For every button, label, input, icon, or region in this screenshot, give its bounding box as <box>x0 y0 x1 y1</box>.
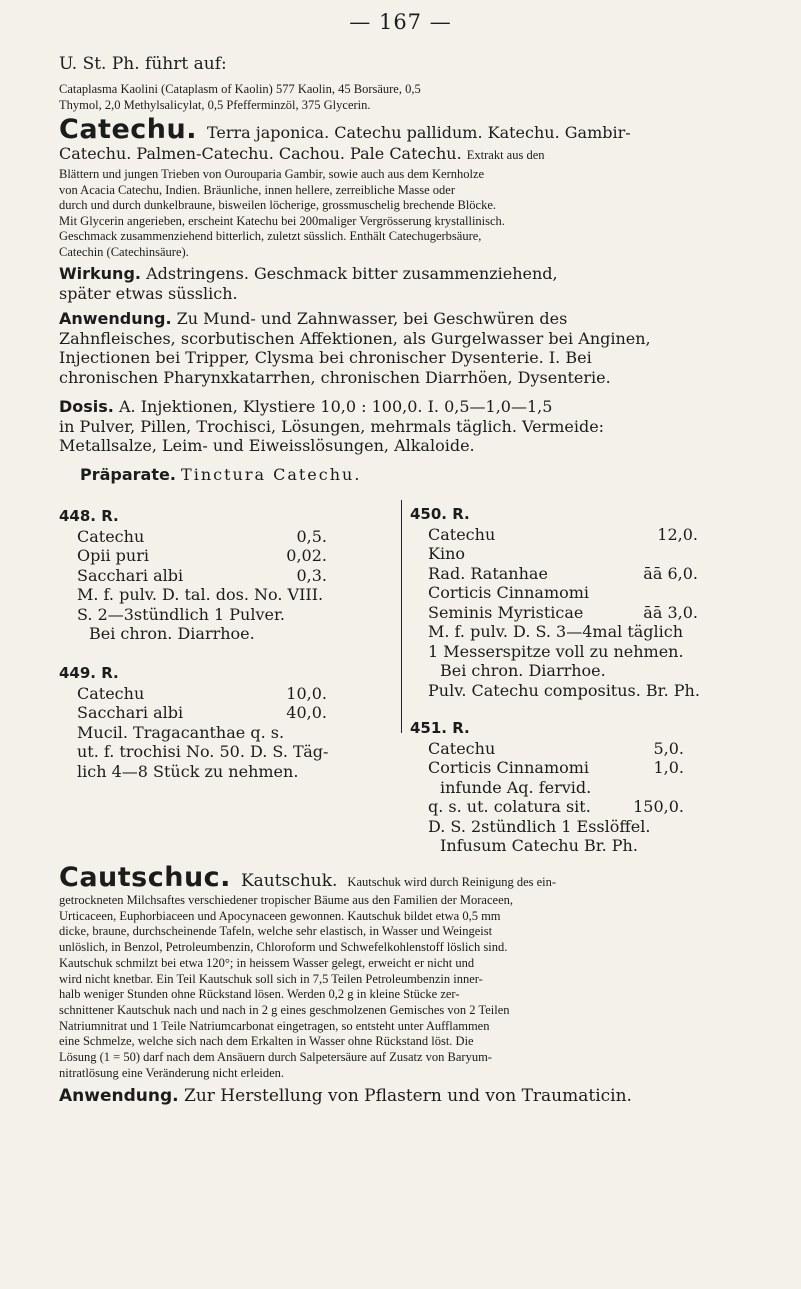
wirkung-text: Adstringens. Geschmack bitter zusammenziehend, <box>146 264 558 283</box>
intro-text <box>59 82 759 113</box>
intro-line: Thymol, 2,0 Methylsalicylat, 0,5 Pfefferminzöl, 375 Glycerin. <box>59 97 371 112</box>
dosis-label: Dosis. <box>59 397 114 416</box>
rx-ingredient: q. s. ut. colatura sit. <box>428 797 591 816</box>
rx-signature: Mucil. Tragacanthae q. s. <box>77 722 285 742</box>
rx-signature: S. 2—3stündlich 1 Pulver. <box>77 604 285 624</box>
rx-signature: ut. f. trochisi No. 50. D. S. Täg- <box>77 742 329 761</box>
catechu-wirkung <box>59 264 769 303</box>
rx-source: Infusum Catechu Br. Ph. <box>440 836 638 855</box>
anwendung-text: Zur Herstellung von Pflastern und von Traumaticin. <box>184 1086 632 1106</box>
rx-amount: 12,0. <box>657 524 698 544</box>
rx-ingredient: Catechu <box>77 683 145 703</box>
catechu-dosis <box>59 397 769 456</box>
rx-number: 450. R. <box>410 505 470 523</box>
prescription-451 <box>410 719 750 856</box>
rx-ingredient: Seminis Myristicae <box>428 602 584 622</box>
desc-line: dicke, braune, durchscheinende Tafeln, welche sehr elastisch, in Wasser und Weingeist <box>59 924 493 939</box>
rx-signature: D. S. 2stündlich 1 Esslöffel. <box>428 816 651 836</box>
prescription-448 <box>59 507 389 644</box>
anwendung-text: Zu Mund- und Zahnwasser, bei Geschwüren des <box>176 309 568 328</box>
catechu-praeparate <box>80 465 361 485</box>
desc-line: halb weniger Stunden ohne Rückstand lösen. Werden 0,2 g in kleine Stücke zer- <box>59 987 460 1002</box>
anwendung-line: chronischen Pharynxkatarrhen, chronischen Diarrhöen, Dysenterie. <box>59 367 611 387</box>
catechu-title: Catechu. <box>59 114 197 145</box>
desc-line: Geschmack zusammenziehend bitterlich, zuletzt süsslich. Enthält Catechugerbsäure, <box>59 229 482 243</box>
rx-number: 451. R. <box>410 719 470 737</box>
rx-ingredient: Sacchari albi <box>77 703 184 722</box>
anwendung-line: Injectionen bei Tripper, Clysma bei chronischer Dysenterie. I. Bei <box>59 348 592 367</box>
anwendung-label: Anwendung. <box>59 309 172 328</box>
anwendung-label: Anwendung. <box>59 1086 179 1106</box>
rx-source: Pulv. Catechu compositus. Br. Ph. <box>428 680 700 700</box>
dosis-text: A. Injektionen, Klystiere 10,0 : 100,0. I. 0,5—1,0—1,5 <box>118 397 553 416</box>
rx-amount: āā 6,0. <box>643 563 698 583</box>
desc-line: Mit Glycerin angerieben, erscheint Katechu bei 200maliger Vergrösserung krystallinisch. <box>59 213 505 228</box>
cautschuc-subtitle: Kautschuk. <box>240 871 338 891</box>
desc-line: Kautschuk schmilzt bei etwa 120°; in heissem Wasser gelegt, erweicht er nicht und <box>59 955 475 970</box>
anwendung-line: Zahnfleisches, scorbutischen Affektionen, als Gurgelwasser bei Anginen, <box>59 328 651 348</box>
desc-line: Lösung (1 = 50) darf nach dem Ansäuern durch Salpetersäure auf Zusatz von Baryum- <box>59 1050 492 1065</box>
desc-line: Natriumnitrat und 1 Teile Natriumcarbonat eingetragen, so entsteht unter Aufflammen <box>59 1018 490 1033</box>
rx-ingredient: Opii puri <box>77 546 149 565</box>
cautschuc-title: Cautschuc. <box>59 862 231 893</box>
rx-ingredient: Sacchari albi <box>77 565 184 585</box>
catechu-anwendung <box>59 309 769 387</box>
rx-ingredient: Catechu <box>428 524 496 544</box>
rx-signature: lich 4—8 Stück zu nehmen. <box>77 761 299 781</box>
rx-ingredient: Catechu <box>77 526 145 546</box>
prescription-449 <box>59 664 389 781</box>
page-number: — 167 — <box>349 10 452 34</box>
prescription-450 <box>410 505 750 700</box>
desc-line: unlöslich, in Benzol, Petroleumbenzin, Chloroform und Schwefelkohlenstoff löslich sind. <box>59 940 508 955</box>
dosis-line: Metallsalze, Leim- und Eiweisslösungen, Alkaloide. <box>59 436 475 455</box>
wirkung-label: Wirkung. <box>59 264 141 283</box>
rx-signature: M. f. pulv. D. tal. dos. No. VIII. <box>77 585 324 604</box>
rx-signature: 1 Messerspitze voll zu nehmen. <box>428 641 684 661</box>
rx-ingredient: Rad. Ratanhae <box>428 563 548 583</box>
desc-line: wird nicht knetbar. Ein Teil Kautschuk soll sich in 7,5 Teilen Petroleumbenzin inner- <box>59 971 483 986</box>
rx-amount: 5,0. <box>653 738 684 758</box>
cautschuc-anwendung <box>59 1087 779 1107</box>
desc-line: Urticaceen, Euphorbiaceen und Apocynaceen gewonnen. Kautschuk bildet etwa 0,5 mm <box>59 908 501 923</box>
intro-heading: U. St. Ph. führt auf: <box>59 54 227 74</box>
rx-note: Bei chron. Diarrhoe. <box>89 624 255 643</box>
desc-line: Blättern und jungen Trieben von Ourouparia Gambir, sowie auch aus dem Kernholze <box>59 167 485 181</box>
rx-number: 448. R. <box>59 507 119 525</box>
catechu-description <box>59 167 769 260</box>
desc-line: durch und durch dunkelbraune, bisweilen löcherige, grossmuschelig brechende Blöcke. <box>59 198 497 212</box>
rx-note: Bei chron. Diarrhoe. <box>440 661 606 680</box>
rx-ingredient: Corticis Cinnamomi <box>428 583 590 602</box>
desc-line: getrockneten Milchsaftes verschiedener tropischer Bäume aus den Familien der Moraceen, <box>59 893 513 907</box>
desc-line: schnittener Kautschuk nach und nach in 2 g eines geschmolzenen Gemisches von 2 Teilen <box>59 1002 510 1017</box>
dosis-line: in Pulver, Pillen, Trochisci, Lösungen, mehrmals täglich. Vermeide: <box>59 416 605 436</box>
rx-amount: 1,0. <box>653 758 684 777</box>
rx-amount: 0,02. <box>286 546 327 565</box>
rx-signature: M. f. pulv. D. S. 3—4mal täglich <box>428 622 684 641</box>
desc-line: nitratlösung eine Veränderung nicht erleiden. <box>59 1065 285 1080</box>
rx-ingredient: Corticis Cinnamomi <box>428 758 590 777</box>
praeparate-text: Tinctura Catechu. <box>181 465 362 484</box>
rx-amount: 10,0. <box>286 683 327 703</box>
rx-amount: 0,3. <box>296 565 327 585</box>
desc-line: von Acacia Catechu, Indien. Bräunliche, innen hellere, zerreibliche Masse oder <box>59 182 456 197</box>
catechu-synonyms-cont: Catechu. Palmen-Catechu. Cachou. Pale Catechu. <box>59 143 462 163</box>
rx-amount: 40,0. <box>286 703 327 722</box>
rx-signature: infunde Aq. fervid. <box>440 777 592 797</box>
rx-ingredient: Kino <box>428 544 466 563</box>
rx-amount: 150,0. <box>633 797 684 816</box>
desc-line: Catechin (Catechinsäure). <box>59 244 189 259</box>
desc-line: eine Schmelze, welche sich nach dem Erkalten in Wasser ohne Rückstand löst. Die <box>59 1034 474 1049</box>
wirkung-text-cont: später etwas süsslich. <box>59 283 238 303</box>
cautschuc-description <box>59 893 779 1081</box>
catechu-extract: Extrakt aus den <box>466 147 545 162</box>
praeparate-label: Präparate. <box>80 465 176 484</box>
intro-line: Cataplasma Kaolini (Cataplasm of Kaolin) 577 Kaolin, 45 Borsäure, 0,5 <box>59 82 421 96</box>
rx-amount: 0,5. <box>296 526 327 546</box>
rx-ingredient: Catechu <box>428 738 496 758</box>
rx-amount: āā 3,0. <box>643 602 698 622</box>
rx-number: 449. R. <box>59 664 119 682</box>
catechu-section <box>59 114 769 163</box>
cautschuc-header <box>59 862 779 893</box>
column-divider <box>401 500 402 733</box>
catechu-synonyms: Terra japonica. Catechu pallidum. Katechu. Gambir- <box>206 123 631 142</box>
cautschuc-desc-start: Kautschuk wird durch Reinigung des ein- <box>347 875 557 889</box>
